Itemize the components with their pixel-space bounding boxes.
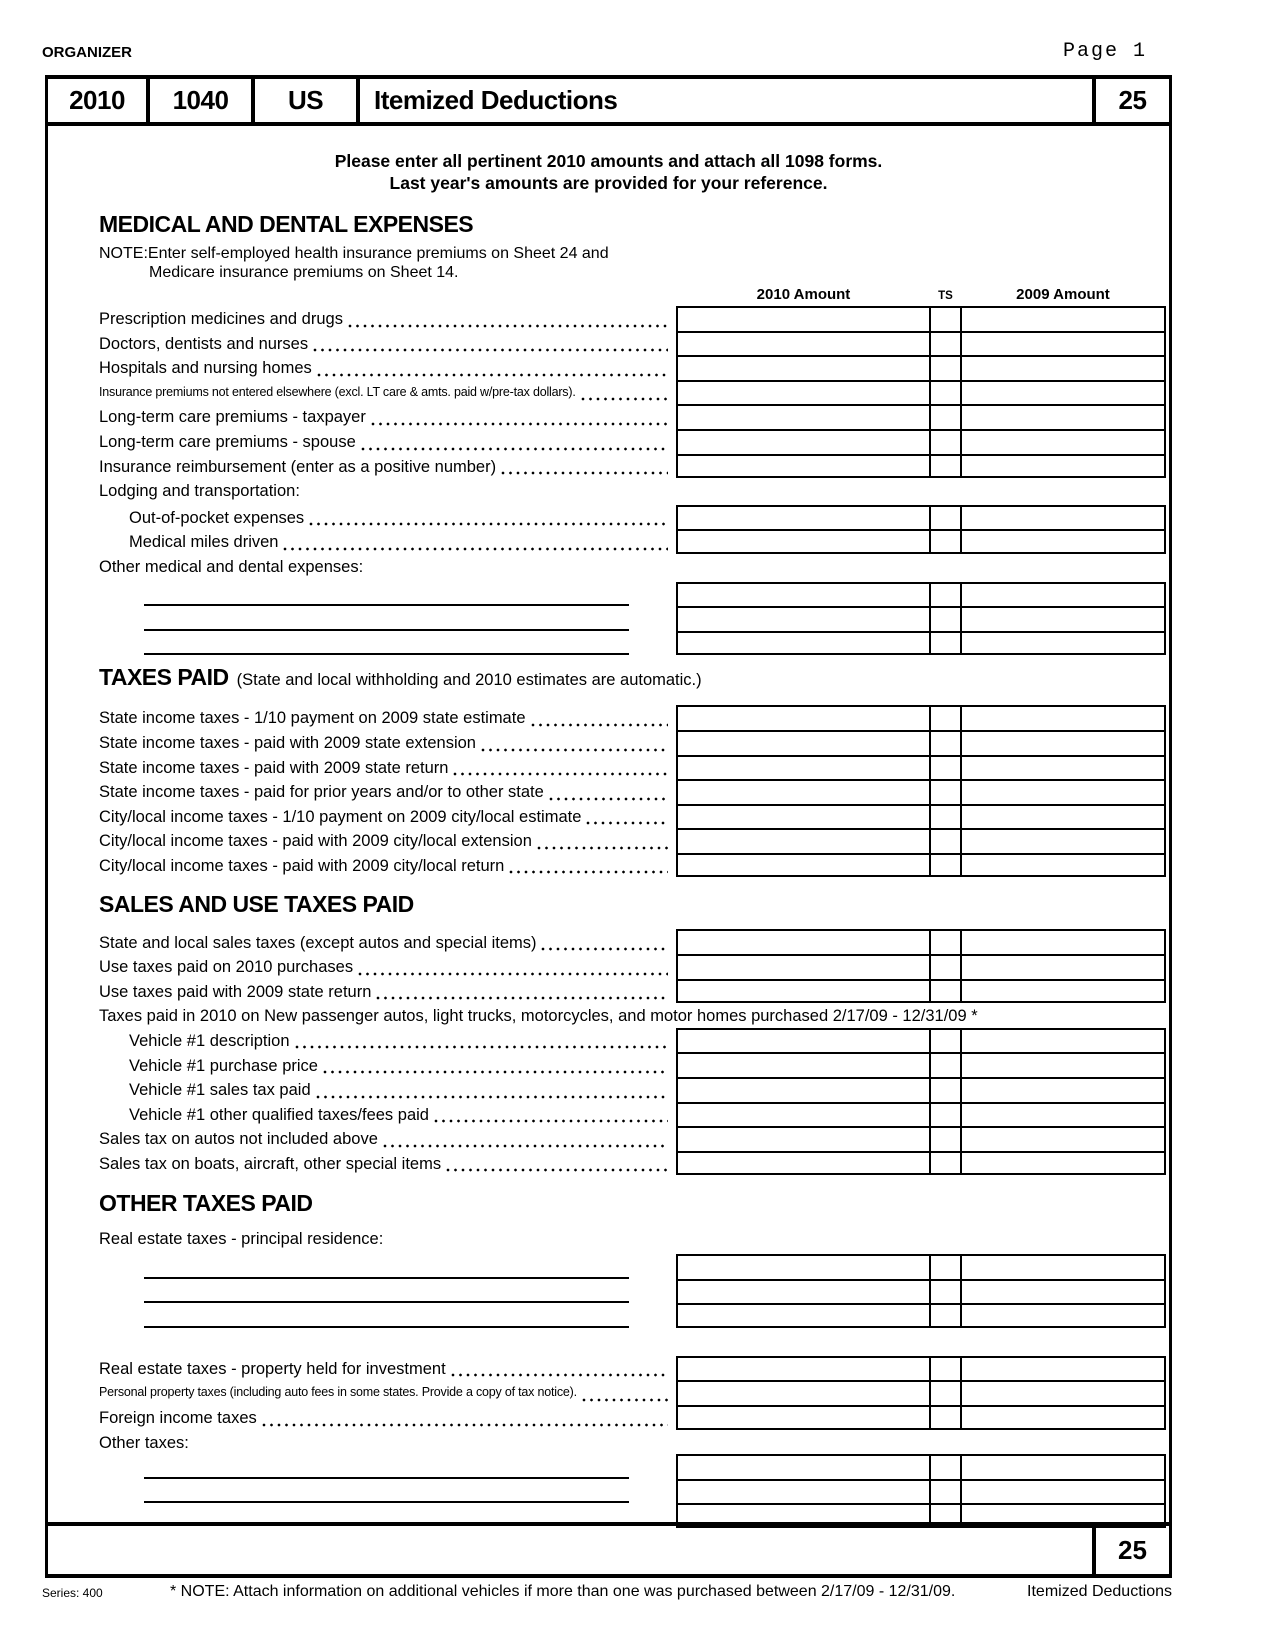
- amount-2010-field[interactable]: [676, 606, 931, 631]
- dotted-leader: [453, 772, 668, 776]
- row-label-column: [48, 380, 676, 405]
- dotted-leader: [501, 471, 668, 475]
- amount-2010-field[interactable]: [676, 853, 931, 878]
- amount-2010-field[interactable]: [676, 1126, 931, 1151]
- dotted-leader: [376, 996, 668, 1000]
- form-footer-band: [48, 1522, 1169, 1574]
- header-sheet-number: 25: [1118, 85, 1147, 115]
- amount-2009-field[interactable]: [960, 1279, 1166, 1304]
- ts-field[interactable]: [931, 306, 960, 331]
- ts-field[interactable]: [931, 1454, 960, 1479]
- amount-2009-field[interactable]: [960, 853, 1166, 878]
- row-label-column: [48, 529, 676, 554]
- amount-2010-field[interactable]: [676, 755, 931, 780]
- section-heading-text: MEDICAL AND DENTAL EXPENSES: [99, 211, 474, 237]
- footer-sheet-number: 25: [1118, 1534, 1147, 1565]
- amount-2009-field[interactable]: [960, 828, 1166, 853]
- form-row: [48, 1356, 1169, 1381]
- dotted-leader: [531, 723, 669, 727]
- form-header-band: [48, 79, 1169, 126]
- row-label-column: [48, 1479, 676, 1504]
- amount-grid: [48, 705, 1169, 877]
- dotted-leader: [309, 522, 668, 526]
- dotted-leader: [313, 348, 668, 352]
- ts-field[interactable]: [931, 1254, 960, 1279]
- dotted-leader: [283, 547, 668, 551]
- row-label-text: Personal property taxes (including auto fees in some states. Provide a copy of tax notice).: [99, 1385, 577, 1400]
- row-label: [48, 554, 1169, 579]
- amount-2010-field[interactable]: [676, 306, 931, 331]
- amount-2010-field[interactable]: [676, 1454, 931, 1479]
- amount-2010-field[interactable]: [676, 1356, 931, 1381]
- instruction-line-2: Last year's amounts are provided for your reference.: [389, 173, 828, 193]
- amount-2010-field[interactable]: [676, 1151, 931, 1176]
- form-row: [48, 631, 1169, 656]
- form-row: [48, 1028, 1169, 1053]
- form-row: [48, 529, 1169, 554]
- row-label-text: Use taxes paid on 2010 purchases: [99, 958, 354, 977]
- form-row: [48, 1102, 1169, 1127]
- column-header-2009-amount: 2009 Amount: [1016, 286, 1110, 303]
- dotted-leader: [434, 1119, 668, 1123]
- form-row: [48, 1303, 1169, 1328]
- row-label-text: Lodging and transportation:: [99, 482, 300, 501]
- section-heading-text: OTHER TAXES PAID: [99, 1190, 313, 1217]
- amount-2010-field[interactable]: [676, 804, 931, 829]
- amount-2010-field[interactable]: [676, 1479, 931, 1504]
- ts-field[interactable]: [931, 755, 960, 780]
- form-row: [48, 929, 1169, 954]
- form-row: [48, 1380, 1169, 1405]
- section-heading-text: TAXES PAID: [99, 664, 229, 691]
- amount-2010-field[interactable]: [676, 730, 931, 755]
- row-label-column: [48, 929, 676, 954]
- amount-2009-field[interactable]: [960, 505, 1166, 530]
- form-row: [48, 1151, 1169, 1176]
- row-label-column: [48, 779, 676, 804]
- row-label-column: [48, 755, 676, 780]
- amount-2010-field[interactable]: [676, 705, 931, 730]
- ts-field[interactable]: [931, 454, 960, 479]
- ts-field[interactable]: [931, 529, 960, 554]
- column-header-2010-amount: 2010 Amount: [756, 286, 851, 303]
- row-label-column: [48, 429, 676, 454]
- amount-2010-field[interactable]: [676, 779, 931, 804]
- dotted-leader: [541, 947, 668, 951]
- amount-2009-field[interactable]: [960, 606, 1166, 631]
- amount-2010-field[interactable]: [676, 979, 931, 1004]
- amount-2010-field[interactable]: [676, 1102, 931, 1127]
- amount-grid: [48, 505, 1169, 554]
- amount-2009-field[interactable]: [960, 779, 1166, 804]
- amount-2010-field[interactable]: [676, 505, 931, 530]
- instruction-line-1: Please enter all pertinent 2010 amounts and attach all 1098 forms.: [334, 151, 883, 171]
- dotted-leader: [317, 373, 668, 377]
- row-label-text: Out-of-pocket expenses: [129, 508, 305, 527]
- form-row: [48, 1479, 1169, 1504]
- form-row: [48, 804, 1169, 829]
- ts-field[interactable]: [931, 954, 960, 979]
- row-label-column: [48, 404, 676, 429]
- header-form-cell: 1040: [150, 79, 255, 122]
- row-label-column: [48, 828, 676, 853]
- form-row: [48, 954, 1169, 979]
- amount-2009-field[interactable]: [960, 1077, 1166, 1102]
- amount-2010-field[interactable]: [676, 1279, 931, 1304]
- amount-2010-field[interactable]: [676, 331, 931, 356]
- row-label-column: [48, 331, 676, 356]
- ts-field[interactable]: [931, 979, 960, 1004]
- row-label-text: Foreign income taxes: [99, 1409, 257, 1428]
- ts-field[interactable]: [931, 606, 960, 631]
- organizer-label: ORGANIZER: [42, 44, 132, 61]
- amount-2009-field[interactable]: [960, 306, 1166, 331]
- form-row: [48, 1254, 1169, 1279]
- row-label-column: [48, 804, 676, 829]
- dotted-leader: [323, 1070, 668, 1074]
- footer-note: * NOTE: Attach information on additional vehicles if more than one was purchased between 2/17/09 - 12/31/09.: [170, 1583, 956, 1600]
- row-label-column: [48, 1126, 676, 1151]
- row-label-text: Real estate taxes - property held for investment: [99, 1359, 446, 1378]
- row-label-text: Taxes paid in 2010 on New passenger autos, light trucks, motorcycles, and motor homes purchased 2/17/09 - 12/31/09 *: [99, 1007, 978, 1026]
- amount-2010-field[interactable]: [676, 529, 931, 554]
- ts-field[interactable]: [931, 1356, 960, 1381]
- row-label-column: [48, 631, 676, 656]
- row-label-column: [48, 1356, 676, 1381]
- ts-field[interactable]: [931, 1405, 960, 1430]
- amount-2009-field[interactable]: [960, 1126, 1166, 1151]
- amount-2010-field[interactable]: [676, 404, 931, 429]
- amount-grid: [48, 1454, 1169, 1528]
- form-row: [48, 1279, 1169, 1304]
- row-label-column: [48, 306, 676, 331]
- form-row: [48, 1454, 1169, 1479]
- row-label: [48, 1430, 1169, 1455]
- footer-title: Itemized Deductions: [1027, 1583, 1172, 1600]
- amount-2009-field[interactable]: [960, 1102, 1166, 1127]
- row-label-text: Sales tax on autos not included above: [99, 1130, 378, 1149]
- row-label-column: [48, 505, 676, 530]
- ts-field[interactable]: [931, 705, 960, 730]
- row-label-column: [48, 1028, 676, 1053]
- write-in-line[interactable]: [144, 1326, 629, 1328]
- row-label-text: City/local income taxes - paid with 2009 city/local extension: [99, 832, 532, 851]
- column-header-ts: TS: [938, 290, 953, 302]
- row-label-column: [48, 1052, 676, 1077]
- dotted-leader: [581, 397, 668, 401]
- form-row: [48, 331, 1169, 356]
- series-label: Series: 400: [42, 1586, 103, 1600]
- row-label-column: [48, 1279, 676, 1304]
- amount-2009-field[interactable]: [960, 404, 1166, 429]
- amount-grid: [48, 1254, 1169, 1328]
- amount-grid: [48, 582, 1169, 656]
- dotted-leader: [371, 422, 668, 426]
- form-row: [48, 828, 1169, 853]
- row-label-text: Long-term care premiums - spouse: [99, 433, 356, 452]
- ts-field[interactable]: [931, 828, 960, 853]
- section-heading: [48, 663, 1169, 691]
- row-label: [48, 1003, 1169, 1028]
- row-label-column: [48, 954, 676, 979]
- amount-2009-field[interactable]: [960, 1479, 1166, 1504]
- row-label-text: Vehicle #1 other qualified taxes/fees paid: [129, 1105, 429, 1124]
- amount-2009-field[interactable]: [960, 1405, 1166, 1430]
- amount-2010-field[interactable]: [676, 1303, 931, 1328]
- row-label: [48, 1225, 1169, 1250]
- amount-2010-field[interactable]: [676, 1028, 931, 1053]
- ts-field[interactable]: [931, 1380, 960, 1405]
- amount-2009-field[interactable]: [960, 1454, 1166, 1479]
- amount-2009-field[interactable]: [960, 705, 1166, 730]
- row-label-text: City/local income taxes - paid with 2009 city/local return: [99, 856, 505, 875]
- row-label: [48, 478, 1169, 503]
- row-label-column: [48, 730, 676, 755]
- row-label-column: [48, 606, 676, 631]
- amount-2010-field[interactable]: [676, 454, 931, 479]
- amount-2010-field[interactable]: [676, 380, 931, 405]
- ts-field[interactable]: [931, 1052, 960, 1077]
- amount-2010-field[interactable]: [676, 929, 931, 954]
- amount-2009-field[interactable]: [960, 954, 1166, 979]
- amount-2009-field[interactable]: [960, 929, 1166, 954]
- section-heading: [48, 890, 1169, 918]
- amount-2010-field[interactable]: [676, 429, 931, 454]
- amount-2010-field[interactable]: [676, 1052, 931, 1077]
- section-heading: [48, 210, 1169, 238]
- form-content: [48, 130, 1169, 1528]
- section-heading-subtext: (State and local withholding and 2010 estimates are automatic.): [236, 671, 702, 690]
- row-label-text: State and local sales taxes (except autos and special items): [99, 933, 537, 952]
- row-label-column: [48, 1454, 676, 1479]
- row-label-text: Sales tax on boats, aircraft, other special items: [99, 1154, 442, 1173]
- row-label-column: [48, 979, 676, 1004]
- dotted-leader: [262, 1423, 668, 1427]
- row-label-column: [48, 1380, 676, 1405]
- dotted-leader: [537, 846, 668, 850]
- ts-field[interactable]: [931, 730, 960, 755]
- row-label-text: State income taxes - 1/10 payment on 2009 state estimate: [99, 709, 526, 728]
- dotted-leader: [348, 324, 668, 328]
- ts-field[interactable]: [931, 1102, 960, 1127]
- amount-2010-field[interactable]: [676, 355, 931, 380]
- amount-grid: [48, 1028, 1169, 1176]
- row-label-text: Use taxes paid with 2009 state return: [99, 982, 372, 1001]
- row-label-text: Long-term care premiums - taxpayer: [99, 408, 366, 427]
- amount-2009-field[interactable]: [960, 1254, 1166, 1279]
- dotted-leader: [316, 1095, 668, 1099]
- ts-field[interactable]: [931, 804, 960, 829]
- amount-2009-field[interactable]: [960, 582, 1166, 607]
- amount-2009-field[interactable]: [960, 429, 1166, 454]
- ts-field[interactable]: [931, 429, 960, 454]
- row-label-text: Vehicle #1 description: [129, 1031, 290, 1050]
- note-line-1: NOTE:Enter self-employed health insurance premiums on Sheet 24 and: [99, 245, 609, 262]
- form-row: [48, 1126, 1169, 1151]
- row-label-column: [48, 705, 676, 730]
- row-label-text: City/local income taxes - 1/10 payment on 2009 city/local estimate: [99, 807, 582, 826]
- form-row: [48, 979, 1169, 1004]
- dotted-leader: [358, 972, 668, 976]
- dotted-leader: [586, 821, 668, 825]
- amount-2009-field[interactable]: [960, 380, 1166, 405]
- ts-field[interactable]: [931, 1077, 960, 1102]
- amount-2010-field[interactable]: [676, 582, 931, 607]
- amount-2009-field[interactable]: [960, 1028, 1166, 1053]
- row-label-column: [48, 355, 676, 380]
- ts-field[interactable]: [931, 582, 960, 607]
- form-row: [48, 582, 1169, 607]
- row-label-text: Prescription medicines and drugs: [99, 310, 343, 329]
- row-label-text: Hospitals and nursing homes: [99, 359, 312, 378]
- row-label-column: [48, 1077, 676, 1102]
- form-row: [48, 1077, 1169, 1102]
- ts-field[interactable]: [931, 1279, 960, 1304]
- section-heading-text: SALES AND USE TAXES PAID: [99, 891, 414, 918]
- amount-2009-field[interactable]: [960, 331, 1166, 356]
- form-row: [48, 404, 1169, 429]
- ts-field[interactable]: [931, 779, 960, 804]
- dotted-leader: [383, 1144, 668, 1148]
- ts-field[interactable]: [931, 1151, 960, 1176]
- row-label-text: Vehicle #1 purchase price: [129, 1056, 318, 1075]
- row-label-text: Doctors, dentists and nurses: [99, 334, 309, 353]
- amount-2010-field[interactable]: [676, 631, 931, 656]
- amount-2010-field[interactable]: [676, 1077, 931, 1102]
- row-label-text: State income taxes - paid for prior years and/or to other state: [99, 783, 544, 802]
- ts-field[interactable]: [931, 331, 960, 356]
- ts-field[interactable]: [931, 404, 960, 429]
- amount-2009-field[interactable]: [960, 804, 1166, 829]
- form-row: [48, 429, 1169, 454]
- ts-field[interactable]: [931, 1126, 960, 1151]
- form-instructions: [48, 150, 1169, 194]
- row-label-column: [48, 1151, 676, 1176]
- amount-2009-field[interactable]: [960, 454, 1166, 479]
- amount-2009-field[interactable]: [960, 1151, 1166, 1176]
- row-label-column: [48, 853, 676, 878]
- amount-2010-field[interactable]: [676, 1405, 931, 1430]
- dotted-leader: [509, 870, 668, 874]
- row-label-text: State income taxes - paid with 2009 state return: [99, 758, 449, 777]
- row-label-text: Insurance premiums not entered elsewhere (excl. LT care & amts. paid w/pre-tax dollars).: [99, 384, 576, 399]
- form-row: [48, 380, 1169, 405]
- footer-band-spacer: [48, 1526, 1096, 1574]
- amount-2010-field[interactable]: [676, 1380, 931, 1405]
- form-row: [48, 730, 1169, 755]
- amount-grid: [48, 306, 1169, 478]
- amount-grid: [48, 929, 1169, 1003]
- row-label-text: State income taxes - paid with 2009 state extension: [99, 734, 476, 752]
- section-heading: [48, 1189, 1169, 1217]
- form-row: [48, 755, 1169, 780]
- form-row: [48, 779, 1169, 804]
- amount-2010-field[interactable]: [676, 1254, 931, 1279]
- amount-grid: [48, 1356, 1169, 1430]
- amount-2009-field[interactable]: [960, 355, 1166, 380]
- row-label-column: [48, 1102, 676, 1127]
- page-number: Page 1: [1062, 40, 1147, 63]
- form-row: [48, 853, 1169, 878]
- ts-field[interactable]: [931, 631, 960, 656]
- row-label-column: [48, 1254, 676, 1279]
- dotted-leader: [549, 797, 668, 801]
- amount-2009-field[interactable]: [960, 1052, 1166, 1077]
- amount-2009-field[interactable]: [960, 730, 1166, 755]
- amount-2009-field[interactable]: [960, 1356, 1166, 1381]
- row-label-column: [48, 454, 676, 479]
- dotted-leader: [361, 447, 668, 451]
- row-label-text: Medical miles driven: [129, 533, 279, 552]
- amount-2010-field[interactable]: [676, 828, 931, 853]
- row-label-column: [48, 1405, 676, 1430]
- header-country-cell: US: [255, 79, 360, 122]
- row-label-text: Insurance reimbursement (enter as a positive number): [99, 457, 497, 476]
- row-label-text: Other medical and dental expenses:: [99, 558, 364, 577]
- form-row: [48, 505, 1169, 530]
- amount-2009-field[interactable]: [960, 529, 1166, 554]
- form-row: [48, 705, 1169, 730]
- dotted-leader: [295, 1045, 668, 1049]
- write-in-line[interactable]: [144, 653, 629, 655]
- header-title-cell: Itemized Deductions: [360, 79, 1096, 122]
- form-row: [48, 606, 1169, 631]
- amount-2009-field[interactable]: [960, 631, 1166, 656]
- amount-2009-field[interactable]: [960, 755, 1166, 780]
- dotted-leader: [446, 1168, 668, 1172]
- ts-field[interactable]: [931, 380, 960, 405]
- row-label-text: Other taxes:: [99, 1433, 189, 1452]
- note-line-2: Medicare insurance premiums on Sheet 14.: [149, 264, 459, 281]
- ts-field[interactable]: [931, 929, 960, 954]
- header-year-cell: 2010: [48, 79, 150, 122]
- ts-field[interactable]: [931, 1479, 960, 1504]
- ts-field[interactable]: [931, 355, 960, 380]
- section-note: [48, 244, 1169, 282]
- form-row: [48, 306, 1169, 331]
- amount-2009-field[interactable]: [960, 979, 1166, 1004]
- row-label-text: Real estate taxes - principal residence:: [99, 1229, 384, 1248]
- row-label-column: [48, 582, 676, 607]
- ts-field[interactable]: [931, 853, 960, 878]
- form-row: [48, 1405, 1169, 1430]
- ts-field[interactable]: [931, 505, 960, 530]
- column-headers: [48, 286, 1169, 306]
- form-row: [48, 454, 1169, 479]
- amount-2009-field[interactable]: [960, 1303, 1166, 1328]
- dotted-leader: [481, 748, 668, 752]
- ts-field[interactable]: [931, 1028, 960, 1053]
- ts-field[interactable]: [931, 1303, 960, 1328]
- dotted-leader: [582, 1398, 668, 1402]
- form-box: [45, 75, 1172, 1578]
- row-label-text: Vehicle #1 sales tax paid: [129, 1081, 311, 1100]
- form-row: [48, 355, 1169, 380]
- dotted-leader: [451, 1373, 668, 1377]
- amount-2009-field[interactable]: [960, 1380, 1166, 1405]
- row-label-column: [48, 1303, 676, 1328]
- form-row: [48, 1052, 1169, 1077]
- amount-2010-field[interactable]: [676, 954, 931, 979]
